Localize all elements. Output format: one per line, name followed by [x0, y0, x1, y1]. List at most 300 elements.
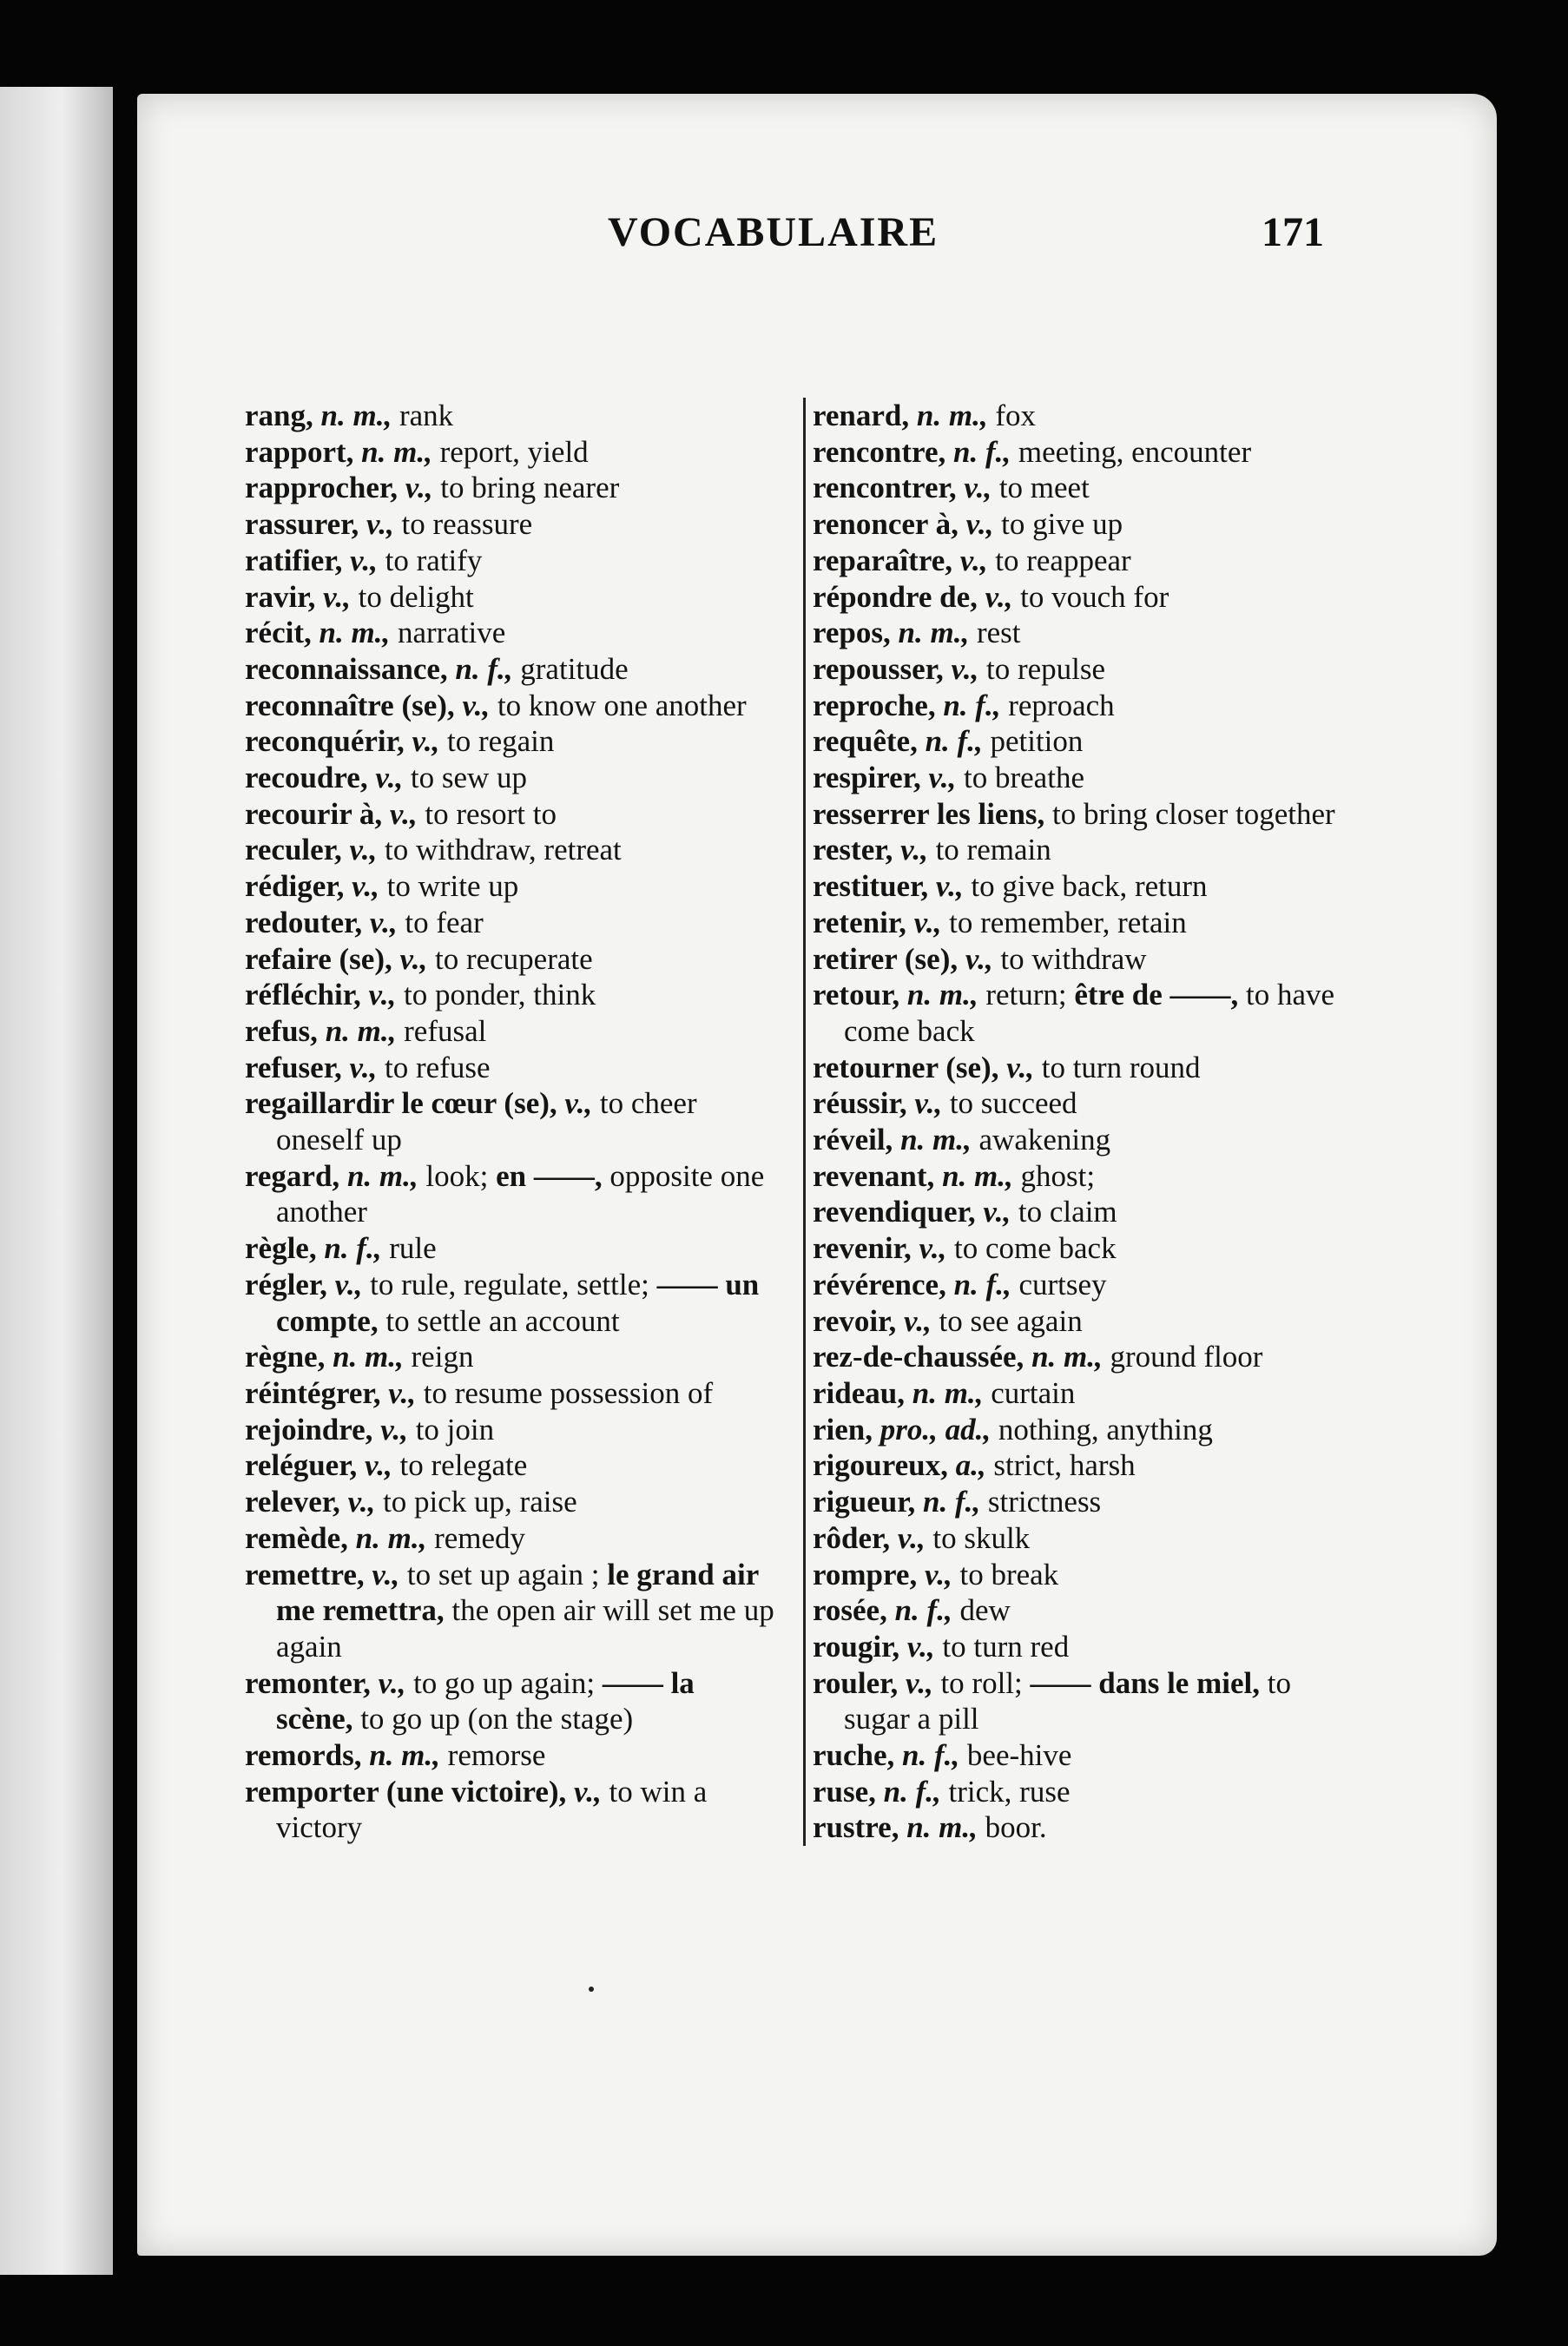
- dictionary-entry: [813, 1158, 1351, 1195]
- definition: remorse: [439, 1738, 546, 1773]
- definition: strict, harsh: [985, 1448, 1136, 1483]
- definition: to see again: [931, 1303, 1083, 1338]
- dictionary-entry: [245, 1412, 774, 1448]
- definition: to turn red: [934, 1629, 1070, 1664]
- dictionary-entry: [813, 1085, 1351, 1122]
- part-of-speech: v.,: [977, 579, 1013, 614]
- dictionary-entry: [813, 1774, 1351, 1810]
- headword: rougir,: [813, 1629, 900, 1664]
- part-of-speech: n. f.,: [945, 1267, 1011, 1302]
- definition: curtsey: [1011, 1267, 1107, 1302]
- dictionary-entry: [813, 579, 1351, 616]
- dictionary-entry: [245, 1665, 774, 1737]
- dictionary-entry: [813, 543, 1351, 579]
- headword: redouter,: [245, 905, 363, 939]
- headword: reconnaissance,: [245, 651, 448, 686]
- dictionary-entry: [245, 941, 774, 978]
- definition: to fear: [397, 905, 484, 939]
- part-of-speech: n. f.,: [886, 1593, 952, 1628]
- headword: revenir,: [813, 1231, 912, 1266]
- part-of-speech: v.,: [342, 543, 378, 577]
- dictionary-entry: [813, 796, 1351, 833]
- headword: rigueur,: [813, 1485, 916, 1519]
- headword: règle,: [245, 1231, 317, 1266]
- headword: resserrer les liens,: [813, 796, 1045, 831]
- dictionary-entry: [813, 760, 1351, 796]
- definition: remedy: [426, 1520, 526, 1555]
- part-of-speech: v.,: [357, 1448, 392, 1483]
- definition: to reappear: [987, 543, 1131, 577]
- part-of-speech: v.,: [958, 941, 993, 976]
- definition: to pick up, raise: [375, 1485, 577, 1519]
- definition: to break: [952, 1557, 1059, 1591]
- headword: rigoureux,: [813, 1448, 948, 1483]
- part-of-speech: v.,: [956, 471, 992, 505]
- definition: to regain: [439, 724, 555, 759]
- phrase-definition: to go up (on the stage): [360, 1702, 634, 1736]
- part-of-speech: n. m.,: [339, 1158, 418, 1193]
- headword: rejoindre,: [245, 1412, 373, 1446]
- definition: rest: [969, 616, 1021, 650]
- headword: remède,: [245, 1520, 348, 1555]
- dictionary-entry: [245, 796, 774, 833]
- definition: to breathe: [956, 761, 1084, 795]
- running-title: VOCABULAIRE: [608, 209, 939, 255]
- dictionary-entry: [813, 470, 1351, 506]
- definition: return;: [978, 978, 1075, 1012]
- phrase: —— la scène,: [276, 1665, 695, 1736]
- dictionary-entry: [245, 1520, 774, 1557]
- part-of-speech: n. m.,: [313, 399, 392, 432]
- part-of-speech: v.,: [344, 869, 379, 904]
- dictionary-entry: [245, 615, 774, 651]
- definition: to set up again ;: [399, 1557, 608, 1591]
- part-of-speech: n. m.,: [1024, 1340, 1103, 1374]
- definition: to roll;: [932, 1665, 1031, 1700]
- part-of-speech: n. f.,: [316, 1231, 382, 1266]
- headword: respirer,: [813, 761, 921, 795]
- part-of-speech: n. f.,: [894, 1738, 960, 1773]
- definition: petition: [982, 724, 1084, 759]
- phrase: en ——,: [496, 1158, 603, 1193]
- phrase-definition: to have come back: [844, 978, 1335, 1048]
- headword: requête,: [813, 724, 918, 759]
- print-speck: [589, 1987, 594, 1992]
- definition: boor.: [977, 1810, 1047, 1845]
- headword: rencontrer,: [813, 471, 957, 505]
- headword: règne,: [245, 1340, 326, 1374]
- headword: revoir,: [813, 1303, 897, 1338]
- headword: refus,: [245, 1013, 318, 1048]
- definition: to reassure: [393, 507, 533, 542]
- part-of-speech: v.,: [367, 761, 404, 795]
- part-of-speech: v.,: [404, 724, 440, 759]
- headword: refaire (se),: [245, 941, 392, 976]
- dictionary-entry: [813, 905, 1351, 941]
- definition: to ponder, think: [396, 978, 596, 1012]
- dictionary-entry: [813, 1592, 1351, 1629]
- headword: repos,: [813, 616, 891, 650]
- headword: regaillardir le cœur (se),: [245, 1086, 557, 1121]
- dictionary-entry: [813, 1665, 1351, 1737]
- dictionary-entry: [813, 506, 1351, 543]
- headword: ratifier,: [245, 543, 343, 577]
- headword: rédiger,: [245, 869, 345, 904]
- part-of-speech: v.,: [920, 761, 957, 795]
- part-of-speech: v.,: [896, 1303, 932, 1338]
- dictionary-entry: [245, 1050, 774, 1086]
- headword: repousser,: [813, 651, 944, 686]
- headword: retour,: [813, 978, 900, 1012]
- part-of-speech: n. m.,: [325, 1340, 404, 1374]
- dictionary-entry: [245, 1447, 774, 1484]
- dictionary-entry: [245, 1013, 774, 1050]
- definition: rule: [381, 1231, 437, 1266]
- headword: renard,: [813, 399, 910, 432]
- definition: to skulk: [925, 1520, 1031, 1555]
- dictionary-entry: [813, 868, 1351, 905]
- definition: to win a victory: [276, 1774, 708, 1845]
- definition: to rule, regulate, settle;: [362, 1267, 657, 1302]
- dictionary-entry: [813, 1230, 1351, 1267]
- dictionary-entry: [813, 398, 1351, 434]
- headword: rapprocher,: [245, 471, 398, 505]
- part-of-speech: n. m.,: [317, 1013, 397, 1048]
- dictionary-entry: [813, 1447, 1351, 1484]
- phrase: —— un compte,: [276, 1267, 760, 1338]
- definition: to refuse: [377, 1050, 491, 1084]
- definition: dew: [952, 1593, 1011, 1628]
- part-of-speech: v.,: [975, 1195, 1011, 1229]
- definition: to remember, retain: [941, 905, 1187, 939]
- part-of-speech: v.,: [339, 1485, 376, 1519]
- headword: régler,: [245, 1267, 327, 1302]
- dictionary-entry: [245, 832, 774, 868]
- headword: remporter (une victoire),: [245, 1774, 567, 1809]
- headword: réveil,: [813, 1123, 893, 1157]
- headword: reproche,: [813, 688, 936, 722]
- headword: réussir,: [813, 1086, 907, 1121]
- part-of-speech: v.,: [372, 1412, 408, 1446]
- part-of-speech: v.,: [928, 869, 964, 904]
- definition: to join: [407, 1412, 495, 1446]
- part-of-speech: n. m.,: [899, 978, 978, 1012]
- dictionary-entry: [245, 543, 774, 579]
- headword: rester,: [813, 833, 893, 867]
- part-of-speech: v.,: [917, 1557, 952, 1591]
- headword: récit,: [245, 616, 312, 650]
- dictionary-entry: [245, 868, 774, 905]
- definition: to ratify: [377, 543, 483, 577]
- dictionary-entry: [813, 1267, 1351, 1303]
- dictionary-entry: [245, 1267, 774, 1339]
- right-column: [803, 398, 1351, 1846]
- part-of-speech: n. f.,: [917, 724, 983, 759]
- left-column: [245, 398, 774, 1846]
- part-of-speech: v.,: [890, 1520, 926, 1555]
- part-of-speech: v.,: [360, 978, 397, 1012]
- definition: reproach: [1000, 688, 1115, 722]
- part-of-speech: n. f.,: [915, 1485, 981, 1519]
- page-header: [473, 208, 1324, 278]
- headword: revenant,: [813, 1158, 935, 1193]
- dictionary-entry: [245, 1230, 774, 1267]
- part-of-speech: n. m.,: [899, 1810, 978, 1845]
- phrase-definition: opposite one another: [276, 1158, 765, 1229]
- headword: reparaître,: [813, 543, 953, 577]
- part-of-speech: n. m.,: [893, 1123, 972, 1157]
- dictionary-entry: [245, 760, 774, 796]
- dictionary-entry: [813, 1122, 1351, 1158]
- part-of-speech: n. f.,: [447, 651, 513, 686]
- part-of-speech: v.,: [899, 1629, 935, 1664]
- phrase: —— dans le miel,: [1030, 1665, 1260, 1700]
- headword: regard,: [245, 1158, 340, 1193]
- headword: rapport,: [245, 434, 354, 469]
- dictionary-entry: [813, 615, 1351, 651]
- definition: to bring nearer: [432, 471, 620, 505]
- dictionary-entry: [245, 398, 774, 434]
- headword: renoncer à,: [813, 507, 959, 542]
- headword: relever,: [245, 1485, 340, 1519]
- dictionary-entry: [813, 723, 1351, 760]
- dictionary-entry: [245, 1737, 774, 1774]
- part-of-speech: v.,: [943, 651, 979, 686]
- definition: curtain: [983, 1375, 1076, 1410]
- headword: retirer (se),: [813, 941, 959, 976]
- part-of-speech: v.,: [341, 1050, 378, 1084]
- headword: répondre de,: [813, 579, 978, 614]
- dictionary-entry: [813, 1339, 1351, 1375]
- dictionary-entry: [813, 1557, 1351, 1593]
- definition: to write up: [379, 869, 519, 904]
- dictionary-entry: [245, 723, 774, 760]
- headword: reconquérir,: [245, 724, 405, 759]
- headword: recoudre,: [245, 761, 368, 795]
- headword: rôder,: [813, 1520, 891, 1555]
- part-of-speech: v.,: [382, 796, 418, 831]
- definition: meeting, encounter: [1011, 434, 1252, 469]
- definition: rank: [392, 399, 454, 432]
- definition: ground floor: [1102, 1340, 1263, 1374]
- headword: rouler,: [813, 1665, 899, 1700]
- headword: refuser,: [245, 1050, 342, 1084]
- headword: reconnaître (se),: [245, 688, 455, 722]
- headword: réintégrer,: [245, 1375, 381, 1410]
- part-of-speech: v.,: [370, 1665, 406, 1700]
- headword: rustre,: [813, 1810, 899, 1845]
- dictionary-entry: [813, 941, 1351, 978]
- headword: rang,: [245, 399, 313, 432]
- definition: to give back, return: [963, 869, 1208, 904]
- definition: to go up again;: [405, 1665, 603, 1700]
- part-of-speech: v.,: [898, 1665, 933, 1700]
- definition: to come back: [946, 1231, 1117, 1266]
- part-of-speech: n. f.,: [875, 1774, 941, 1809]
- part-of-speech: v.,: [364, 1557, 400, 1591]
- part-of-speech: v.,: [359, 507, 394, 542]
- phrase-definition: the open air will set me up again: [276, 1593, 774, 1664]
- definition: ghost;: [1012, 1158, 1096, 1193]
- part-of-speech: n. m.,: [904, 1375, 984, 1410]
- definition: reign: [403, 1340, 474, 1374]
- definition: to know one another: [490, 688, 747, 722]
- dictionary-entry: [245, 905, 774, 941]
- headword: rez-de-chaussée,: [813, 1340, 1024, 1374]
- definition: to resort to: [417, 796, 557, 831]
- dictionary-entry: [245, 1484, 774, 1520]
- dictionary-entry: [245, 1375, 774, 1412]
- dictionary-entry: [813, 1050, 1351, 1086]
- definition: awakening: [971, 1123, 1111, 1157]
- definition: report, yield: [432, 434, 589, 469]
- part-of-speech: n. m.,: [347, 1520, 427, 1555]
- dictionary-entry: [245, 688, 774, 724]
- part-of-speech: v.,: [906, 905, 942, 939]
- headword: revendiquer,: [813, 1195, 976, 1229]
- dictionary-entry: [245, 579, 774, 616]
- dictionary-entry: [245, 1158, 774, 1230]
- definition: bee-hive: [959, 1738, 1072, 1773]
- headword: ruche,: [813, 1738, 895, 1773]
- dictionary-entry: [245, 977, 774, 1013]
- headword: restituer,: [813, 869, 929, 904]
- definition: look;: [418, 1158, 497, 1193]
- headword: rideau,: [813, 1375, 905, 1410]
- phrase-definition: to settle an account: [385, 1303, 620, 1338]
- headword: ravir,: [245, 579, 316, 614]
- page-number: 171: [1262, 209, 1324, 255]
- headword: rien,: [813, 1412, 873, 1446]
- part-of-speech: n. m.,: [934, 1158, 1013, 1193]
- headword: remonter,: [245, 1665, 371, 1700]
- part-of-speech: v.,: [326, 1267, 363, 1302]
- headword: rosée,: [813, 1593, 887, 1628]
- headword: réfléchir,: [245, 978, 361, 1012]
- definition: trick, ruse: [940, 1774, 1071, 1809]
- dictionary-entry: [813, 1520, 1351, 1557]
- dictionary-entry: [813, 1412, 1351, 1448]
- headword: reléguer,: [245, 1448, 358, 1483]
- dictionary-entry: [813, 977, 1351, 1049]
- definition: to relegate: [392, 1448, 528, 1483]
- definition: to cheer oneself up: [276, 1086, 697, 1157]
- part-of-speech: v.,: [341, 833, 378, 867]
- part-of-speech: n. m.,: [353, 434, 432, 469]
- dictionary-entry: [813, 688, 1351, 724]
- dictionary-entry: [245, 1339, 774, 1375]
- headword: recourir à,: [245, 796, 383, 831]
- headword: reculer,: [245, 833, 342, 867]
- dictionary-entry: [813, 434, 1351, 471]
- dictionary-entry: [813, 1375, 1351, 1412]
- left-page-edge: [0, 87, 113, 2275]
- part-of-speech: n. m.,: [311, 616, 391, 650]
- definition: refusal: [396, 1013, 487, 1048]
- part-of-speech: v.,: [958, 507, 994, 542]
- part-of-speech: n. m.,: [890, 616, 970, 650]
- definition: strictness: [980, 1485, 1102, 1519]
- definition: to meet: [992, 471, 1090, 505]
- definition: to resume possession of: [415, 1375, 714, 1410]
- headword: rencontre,: [813, 434, 946, 469]
- headword: remords,: [245, 1738, 362, 1773]
- definition: to recuperate: [427, 941, 593, 976]
- part-of-speech: v.,: [380, 1375, 416, 1410]
- part-of-speech: v.,: [557, 1086, 593, 1121]
- definition: to turn round: [1033, 1050, 1201, 1084]
- dictionary-entry: [813, 832, 1351, 868]
- phrase: le grand air me remettra,: [276, 1557, 759, 1628]
- part-of-speech: v.,: [397, 471, 433, 505]
- part-of-speech: v.,: [952, 543, 988, 577]
- part-of-speech: v.,: [893, 833, 928, 867]
- definition: gratitude: [512, 651, 629, 686]
- part-of-speech: n. f.,: [935, 688, 1001, 722]
- headword: rassurer,: [245, 507, 359, 542]
- part-of-speech: v.,: [392, 941, 428, 976]
- dictionary-entry: [813, 1809, 1351, 1846]
- dictionary-entry: [813, 1737, 1351, 1774]
- part-of-speech: n. m.,: [909, 399, 988, 432]
- part-of-speech: a.,: [947, 1448, 986, 1483]
- headword: rompre,: [813, 1557, 918, 1591]
- definition: to sew up: [403, 761, 527, 795]
- part-of-speech: v.,: [911, 1231, 947, 1266]
- definition: to claim: [1011, 1195, 1117, 1229]
- dictionary-entry: [813, 1194, 1351, 1230]
- dictionary-entry: [813, 651, 1351, 688]
- part-of-speech: n. f.,: [945, 434, 1011, 469]
- dictionary-entry: [245, 1774, 774, 1846]
- part-of-speech: v.,: [566, 1774, 602, 1809]
- dictionary-entry: [245, 434, 774, 471]
- dictionary-entry: [245, 651, 774, 688]
- headword: retourner (se),: [813, 1050, 999, 1084]
- phrase-definition: to sugar a pill: [844, 1665, 1291, 1736]
- definition: to bring closer together: [1044, 796, 1335, 831]
- dictionary-entry: [813, 1303, 1351, 1340]
- phrase: être de ——,: [1074, 978, 1239, 1012]
- dictionary-entry: [813, 1484, 1351, 1520]
- definition: to repulse: [978, 651, 1106, 686]
- definition: to succeed: [942, 1086, 1077, 1121]
- definition: to withdraw, retreat: [377, 833, 622, 867]
- definition: to withdraw: [992, 941, 1147, 976]
- dictionary-entry: [813, 1629, 1351, 1665]
- part-of-speech: v.,: [906, 1086, 943, 1121]
- part-of-speech: v.,: [998, 1050, 1034, 1084]
- definition: fox: [987, 399, 1037, 432]
- part-of-speech: v.,: [362, 905, 398, 939]
- headword: ruse,: [813, 1774, 876, 1809]
- headword: remettre,: [245, 1557, 365, 1591]
- definition: to delight: [350, 579, 474, 614]
- part-of-speech: pro., ad.,: [873, 1412, 992, 1446]
- definition: to vouch for: [1012, 579, 1169, 614]
- dictionary-entry: [245, 1557, 774, 1665]
- dictionary-entry: [245, 470, 774, 506]
- definition: to give up: [993, 507, 1123, 542]
- definition: narrative: [390, 616, 506, 650]
- part-of-speech: v.,: [454, 688, 491, 722]
- part-of-speech: n. m.,: [361, 1738, 440, 1773]
- definition: to remain: [927, 833, 1051, 867]
- headword: retenir,: [813, 905, 906, 939]
- definition: nothing, anything: [991, 1412, 1213, 1446]
- dictionary-entry: [245, 1085, 774, 1157]
- headword: révérence,: [813, 1267, 946, 1302]
